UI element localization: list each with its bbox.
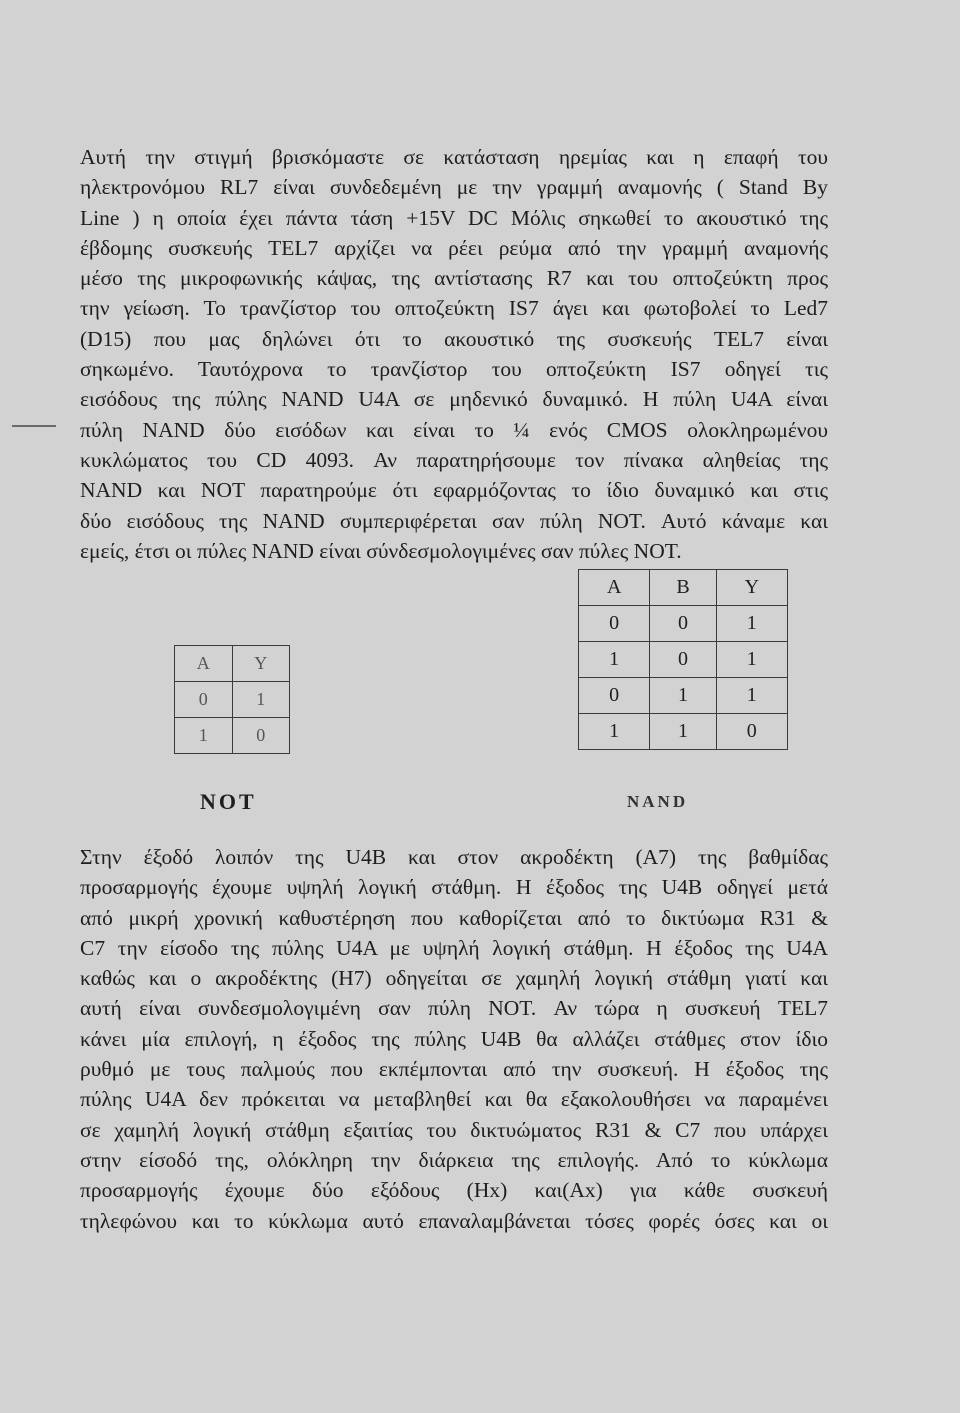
margin-mark	[12, 425, 56, 427]
table-header-row	[175, 646, 290, 682]
text-line: την γείωση. Το τρανζίστορ του οπτοζεύκτη IS7 άγει και φωτοβολεί το Led7	[80, 296, 828, 321]
table-cell: 1	[650, 714, 716, 750]
header-cell: A	[579, 570, 650, 606]
nand-table-caption: NAND	[627, 792, 689, 811]
table-cell: 1	[579, 642, 650, 678]
table-cell: 0	[175, 682, 233, 718]
text-line: εμείς, έτσι οι πύλες NAND είναι σύνδεσμολογιμένες σαν πύλες NOT.	[80, 538, 682, 563]
text-line: C7 την είσοδο της πύλης U4A με υψηλή λογική στάθμη. Η έξοδος της U4A	[80, 935, 828, 960]
table-header-row	[579, 570, 788, 606]
header-cell: A	[175, 646, 233, 682]
table-cell: 1	[579, 714, 650, 750]
text-line: από μικρή χρονική καθυστέρηση που καθορίζεται από το δικτύωμα R31 &	[80, 905, 828, 930]
table-row	[175, 718, 290, 754]
text-line: αυτή είναι συνδεσμολογιμένη σαν πύλη NOT. Αν τώρα η συσκευή TEL7	[80, 996, 828, 1021]
table-cell: 1	[232, 682, 290, 718]
table-cell: 1	[650, 678, 716, 714]
table-row	[579, 606, 788, 642]
text-line: ηλεκτρονόμου RL7 είναι συνδεδεμένη με την γραμμή αναμονής ( Stand By	[80, 175, 828, 200]
table-cell: 0	[716, 714, 787, 750]
text-line: δύο εισόδους της NAND συμπεριφέρεται σαν πύλη NOT. Αυτό κάναμε και	[80, 508, 828, 533]
table-cell: 0	[650, 606, 716, 642]
text-line: κυκλώματος του CD 4093. Αν παρατηρήσουμε τον πίνακα αληθείας της	[80, 447, 828, 472]
text-line: καθώς και ο ακροδέκτης (H7) οδηγείται σε χαμηλή λογική στάθμη γιατί και	[80, 966, 828, 991]
not-truth-table	[174, 645, 290, 754]
text-line: στην είσοδό της, ολόκληρη την διάρκεια της επιλογής. Από το κύκλωμα	[80, 1147, 828, 1172]
text-line: σε χαμηλή λογική στάθμη εξαιτίας του δικτυώματος R31 & C7 που υπάρχει	[80, 1117, 828, 1142]
text-line: μέσο της μικροφωνικής κάψας, της αντίστασης R7 και του οπτοζεύκτη προς	[80, 266, 828, 291]
text-line: (D15) που μας δηλώνει ότι το ακουστικό της συσκευής TEL7 είναι	[80, 326, 828, 351]
table-row	[175, 682, 290, 718]
text-line: σηκωμένο. Ταυτόχρονα το τρανζίστορ του οπτοζεύκτη IS7 οδηγεί τις	[80, 357, 828, 382]
text-line: Line ) η οποία έχει πάντα τάση +15V DC Μόλις σηκωθεί το ακουστικό της	[80, 205, 828, 230]
text-line: έβδομης συσκευής TEL7 αρχίζει να ρέει ρεύμα από την γραμμή αναμονής	[80, 235, 828, 260]
text-line: κάνει μία επιλογή, η έξοδος της πύλης U4B θα αλλάζει στάθμες στον ίδιο	[80, 1026, 828, 1051]
header-cell: B	[650, 570, 716, 606]
text-line: Αυτή την στιγμή βρισκόμαστε σε κατάσταση ηρεμίας και η επαφή του	[80, 145, 828, 169]
table-cell: 0	[579, 678, 650, 714]
text-line: Στην έξοδό λοιπόν της U4B και στον ακροδέκτη (A7) της βαθμίδας	[80, 845, 828, 869]
text-line: εισόδους της πύλης NAND U4A σε μηδενικό δυναμικό. Η πύλη U4A είναι	[80, 387, 828, 412]
paragraph-1	[80, 142, 828, 566]
text-line: πύλη NAND δύο εισόδων και είναι το ¼ ενός CMOS ολοκληρωμένου	[80, 417, 828, 442]
table-cell: 1	[716, 642, 787, 678]
header-cell: Y	[716, 570, 787, 606]
text-line: ρυθμό με τους παλμούς που εκπέμπονται από την συσκευή. Η έξοδος της	[80, 1057, 828, 1082]
table-cell: 0	[579, 606, 650, 642]
table-cell: 0	[232, 718, 290, 754]
text-line: τηλεφώνου και το κύκλωμα αυτό επαναλαμβάνεται τόσες φορές όσες και οι	[80, 1208, 828, 1233]
table-cell: 1	[175, 718, 233, 754]
text-line: προσαρμογής έχουμε υψηλή λογική στάθμη. Η έξοδος της U4B οδηγεί μετά	[80, 875, 828, 900]
text-line: προσαρμογής έχουμε δύο εξόδους (Hx) και(Ax) για κάθε συσκευή	[80, 1178, 828, 1203]
header-cell: Y	[232, 646, 290, 682]
table-cell: 1	[716, 606, 787, 642]
table-row	[579, 642, 788, 678]
table-row	[579, 678, 788, 714]
not-table-caption: NOT	[200, 789, 257, 814]
paragraph-2	[80, 842, 828, 1236]
text-line: NAND και NOT παρατηρούμε ότι εφαρμόζοντας το ίδιο δυναμικό και στις	[80, 478, 828, 503]
table-row	[579, 714, 788, 750]
table-cell: 0	[650, 642, 716, 678]
table-cell: 1	[716, 678, 787, 714]
nand-truth-table	[578, 569, 788, 750]
text-line: πύλης U4A δεν πρόκειται να μεταβληθεί και θα εξακολουθήσει να παραμένει	[80, 1087, 828, 1112]
